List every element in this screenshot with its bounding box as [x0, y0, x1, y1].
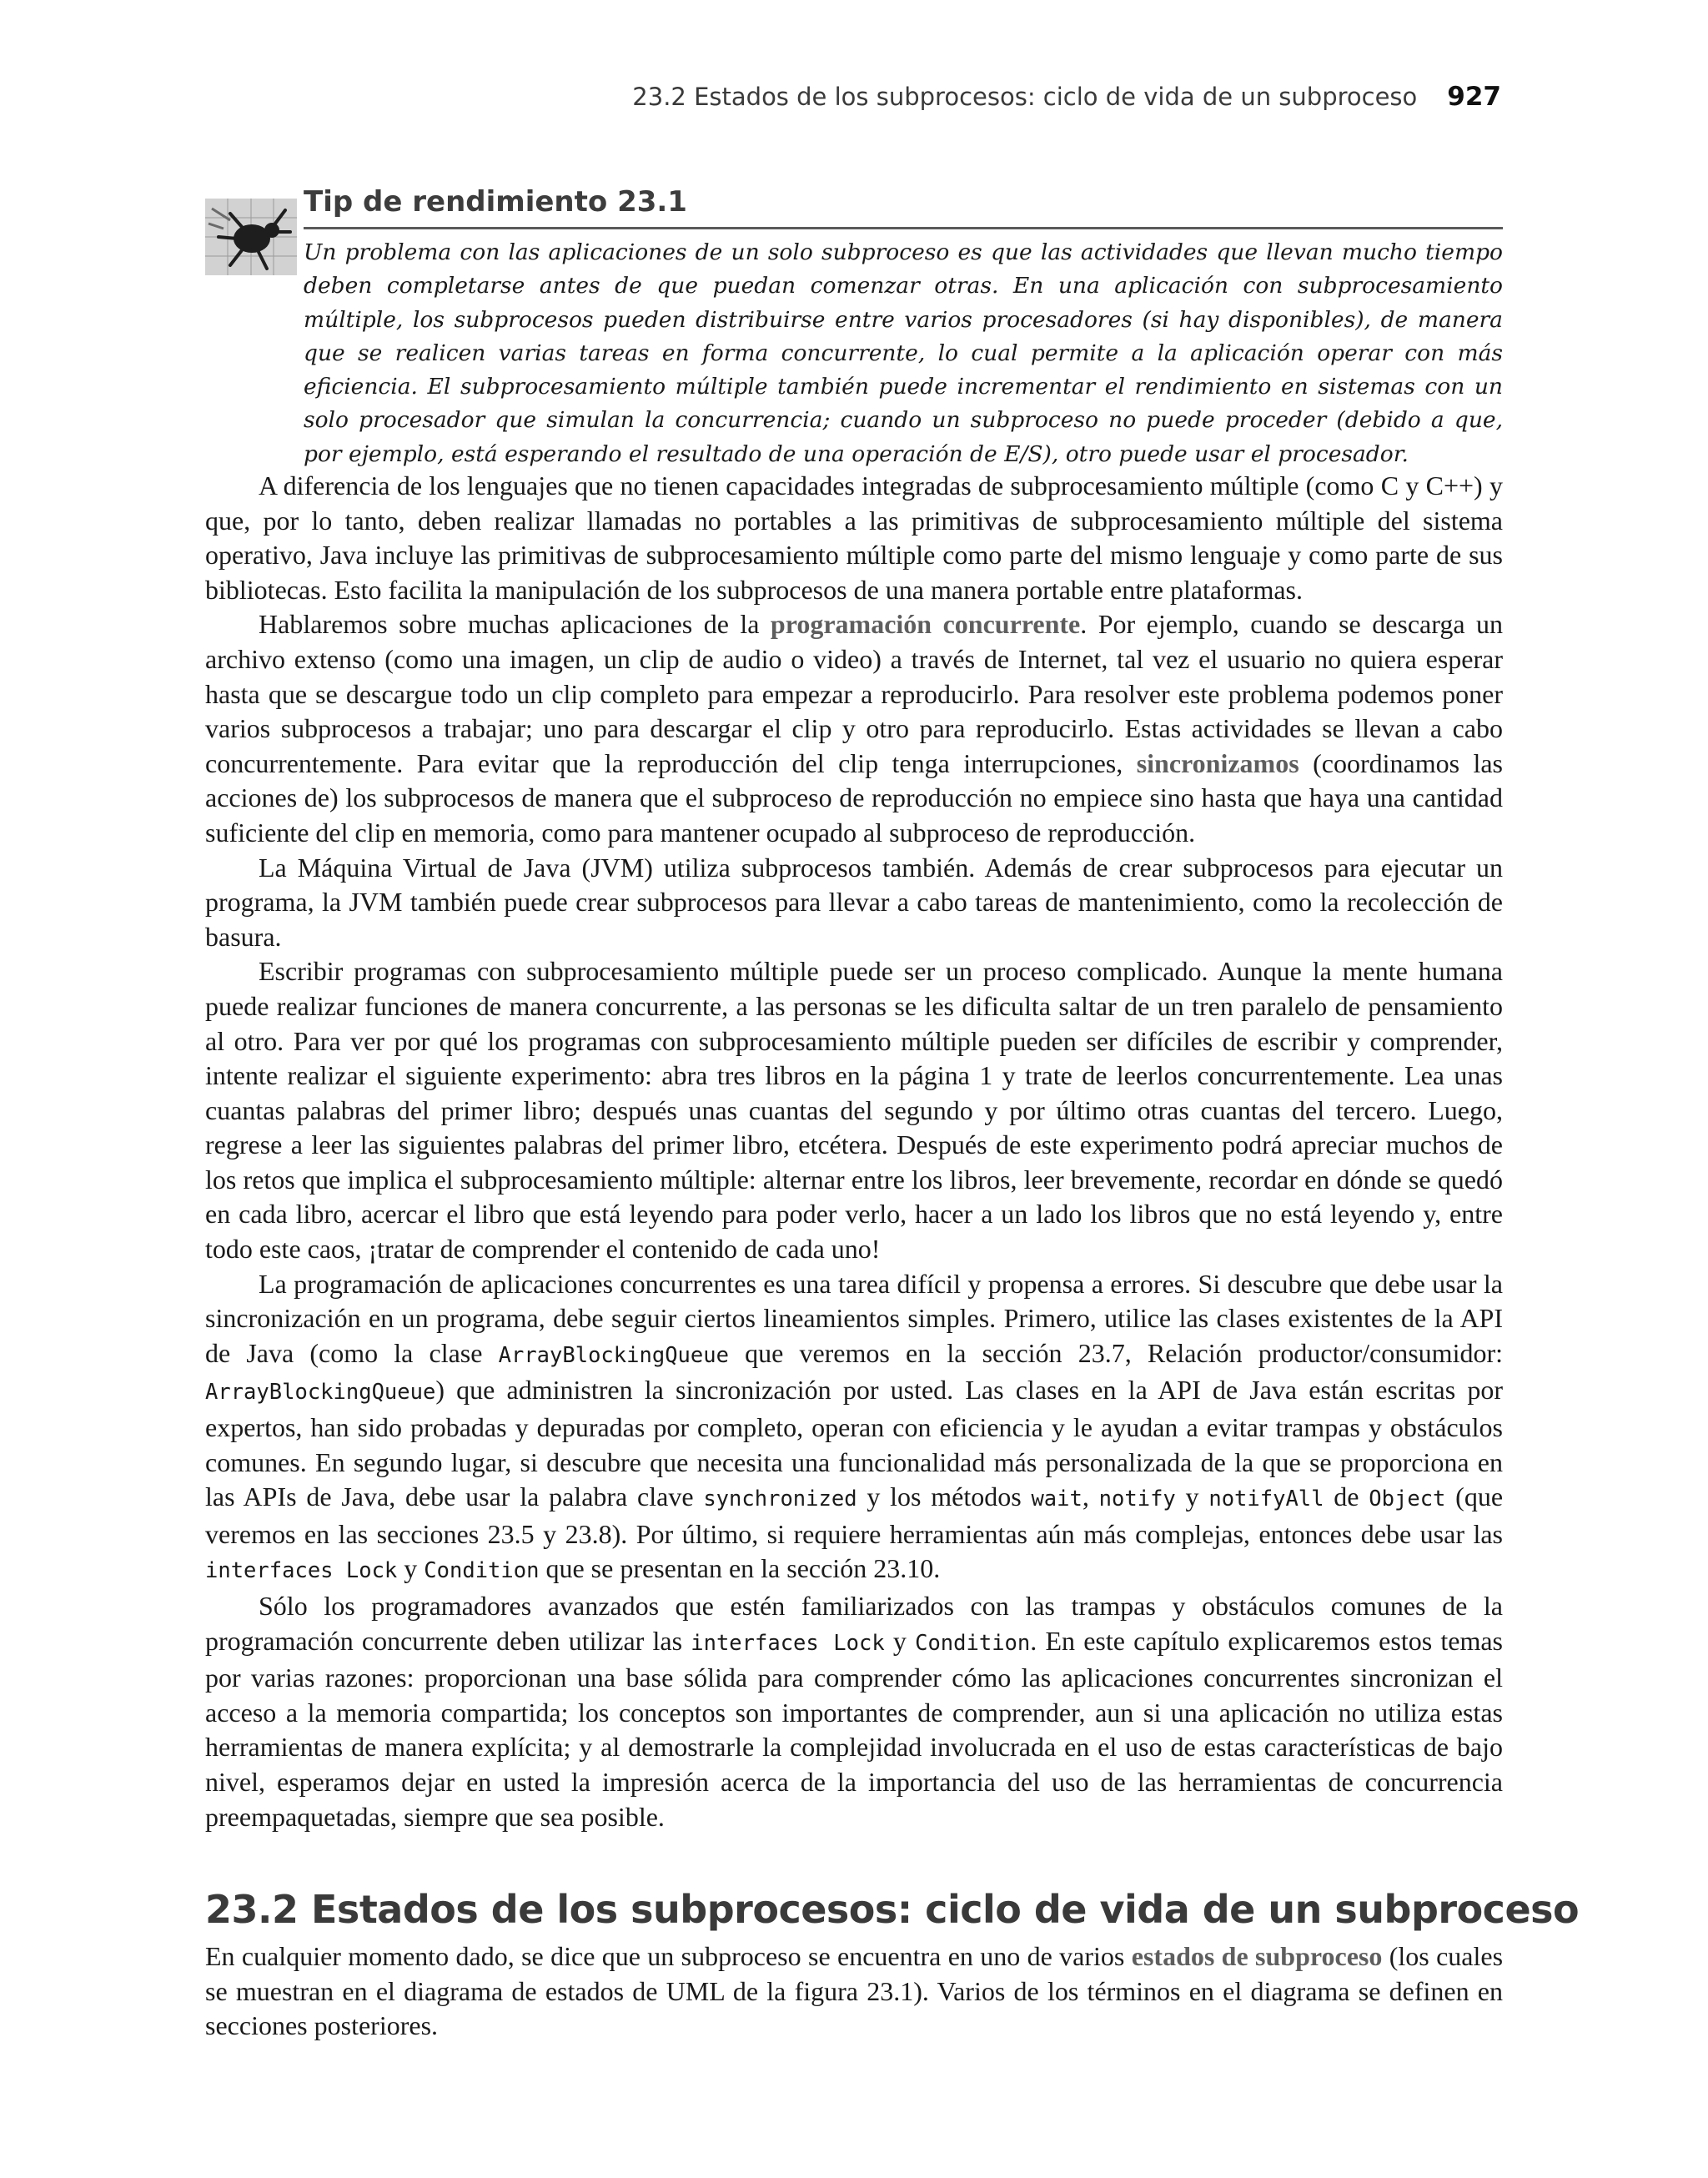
- code-term: interfaces Lock: [205, 1558, 398, 1584]
- keyword-thread-states: estados de subproceso: [1131, 1941, 1383, 1971]
- page-number: 927: [1447, 82, 1501, 112]
- paragraph-3: La Máquina Virtual de Java (JVM) utiliza subprocesos también. Además de crear subprocesos para ejecutar un programa, la JVM también puede crear subprocesos para llevar a cabo tareas de mantenimiento, como la recolección de basura.: [205, 852, 1503, 952]
- paragraph-1: A diferencia de los lenguajes que no tienen capacidades integradas de subprocesamiento múltiple (como C y C++) y que, por lo tanto, deben realizar llamadas no portables a las primitivas de subprocesamiento múltiple del sistema operativo, Java incluye las primitivas de subprocesamiento múltiple como parte del mismo lenguaje y como parte de sus bibliotecas. Esto facilita la manipulación de los subprocesos de una manera portable entre plataformas.: [205, 470, 1503, 605]
- running-header: [0, 82, 1501, 112]
- paragraph-2: Hablaremos sobre muchas aplicaciones de la programación concurrente. Por ejemplo, cuando se descarga un archivo extenso (como una imagen, un clip de audio o video) a través de Internet, tal vez el usuario no quiera esperar hasta que se descargue todo un clip completo para empezar a reproducirlo. Para resolver este problema podemos poner varios subprocesos a trabajar; uno para descargar el clip y otro para reproducirlo. Estas actividades se llevan a cabo concurrentemente. Para evitar que la reproducción del clip tenga interrupciones, sincronizamos (coordinamos las acciones de) los subprocesos de manera que el subproceso de reproducción no empiece sino hasta que haya una cantidad suficiente del clip en memoria, como para mantener ocupado al subproceso de reproducción.: [205, 609, 1504, 848]
- tip-divider: [304, 227, 1503, 229]
- code-term: Object: [1369, 1486, 1446, 1512]
- keyword-concurrent-programming: programación concurrente: [770, 609, 1081, 640]
- keyword-synchronize: sincronizamos: [1136, 747, 1299, 778]
- code-term: Condition: [424, 1558, 540, 1584]
- code-term: Condition: [915, 1630, 1031, 1656]
- code-term: wait: [1031, 1486, 1083, 1512]
- paragraph-6: Sólo los programadores avanzados que estén familiarizados con las trampas y obstáculos comunes de la programación concurrente deben utilizar las interfaces Lock y Condition. En este capítulo explicaremos estos temas por varias razones: proporcionan una base sólida para comprender cómo las aplicaciones concurrentes sincronizan el acceso a la memoria compartida; los conceptos son importantes de comprender, aun si una aplicación no utiliza estas herramientas de manera explícita; y al demostrarle la complejidad involucrada en el uso de estas características de bajo nivel, esperamos dejar en usted la impresión acerca de la importancia del uso de las herramientas de concurrencia preempaquetadas, siempre que sea posible.: [205, 1591, 1503, 1832]
- code-term: synchronized: [703, 1486, 857, 1512]
- section-intro: [205, 1939, 1503, 2044]
- code-term: interfaces Lock: [691, 1630, 885, 1656]
- section-heading: 23.2 Estados de los subprocesos: ciclo de vida de un subproceso: [205, 1887, 1580, 1932]
- tip-text: Un problema con las aplicaciones de un solo subproceso es que las actividades que llevan mucho tiempo deben completarse antes de que puedan comenzar otras. En una aplicación con subprocesamiento múltiple, los subprocesos pueden distribuirse entre varios procesadores (si hay disponibles), de manera que se realicen varias tareas en forma concurrente, lo cual permite a la aplicación operar con más eficiencia. El subprocesamiento múltiple también puede incrementar el rendimiento en sistemas con un solo procesador que simulan la concurrencia; cuando un subproceso no puede proceder (debido a que, por ejemplo, está esperando el resultado de una operación de E/S), otro puede usar el procesador.: [304, 239, 1503, 467]
- performance-bug-icon-graphic: [205, 199, 297, 275]
- code-term: notify: [1098, 1486, 1176, 1512]
- body-text: [205, 469, 1503, 1834]
- code-term: notifyAll: [1208, 1486, 1324, 1512]
- code-term: ArrayBlockingQueue: [205, 1380, 436, 1406]
- paragraph-5: La programación de aplicaciones concurrentes es una tarea difícil y propensa a errores. Si descubre que debe usar la sincronización en un programa, debe seguir ciertos lineamientos simples. Primero, utilice las clases existentes de la API de Java (como la clase ArrayBlockingQueue que veremos en la sección 23.7, Relación productor/consumidor: ArrayBlockingQueue) que administren la sincronización por usted. Las clases en la API de Java están escritas por expertos, han sido probadas y depuradas por completo, operan con eficiencia y le ayudan a evitar trampas y obstáculos comunes. En segundo lugar, si descubre que necesita una funcionalidad más personalizada de la que se proporciona en las APIs de Java, debe usar la palabra clave synchronized y los métodos wait, notify y notifyAll de Object (que veremos en las secciones 23.5 y 23.8). Por último, si requiere herramientas aún más complejas, entonces debe usar las interfaces Lock y Condition que se presentan en la sección 23.10.: [205, 1268, 1504, 1584]
- performance-bug-icon: [205, 199, 297, 275]
- section-paragraph: En cualquier momento dado, se dice que un subproceso se encuentra en uno de varios estados de subproceso (los cuales se muestran en el diagrama de estados de UML de la figura 23.1). Varios de los términos en el diagrama se definen en secciones posteriores.: [205, 1941, 1504, 2041]
- code-term: ArrayBlockingQueue: [498, 1342, 729, 1368]
- paragraph-4: Escribir programas con subprocesamiento múltiple puede ser un proceso complicado. Aunque la mente humana puede realizar funciones de manera concurrente, a las personas se les dificulta saltar de un tren paralelo de pensamiento al otro. Para ver por qué los programas con subprocesamiento múltiple pueden ser difíciles de escribir y comprender, intente realizar el siguiente experimento: abra tres libros en la página 1 y trate de leerlos concurrentemente. Lea unas cuantas palabras del primer libro; después unas cuantas del segundo y por último otras cuantas del tercero. Luego, regrese a leer las siguientes palabras del primer libro, etcétera. Después de este experimento podrá apreciar muchos de los retos que implica el subprocesamiento múltiple: alternar entre los libros, leer brevemente, recordar en dónde se quedó en cada libro, acercar el libro que está leyendo para poder verlo, hacer a un lado los libros que no está leyendo y, entre todo este caos, ¡tratar de comprender el contenido de cada uno!: [205, 956, 1503, 1265]
- tip-title: Tip de rendimiento 23.1: [304, 185, 687, 219]
- running-title: 23.2 Estados de los subprocesos: ciclo de vida de un subproceso: [632, 83, 1418, 111]
